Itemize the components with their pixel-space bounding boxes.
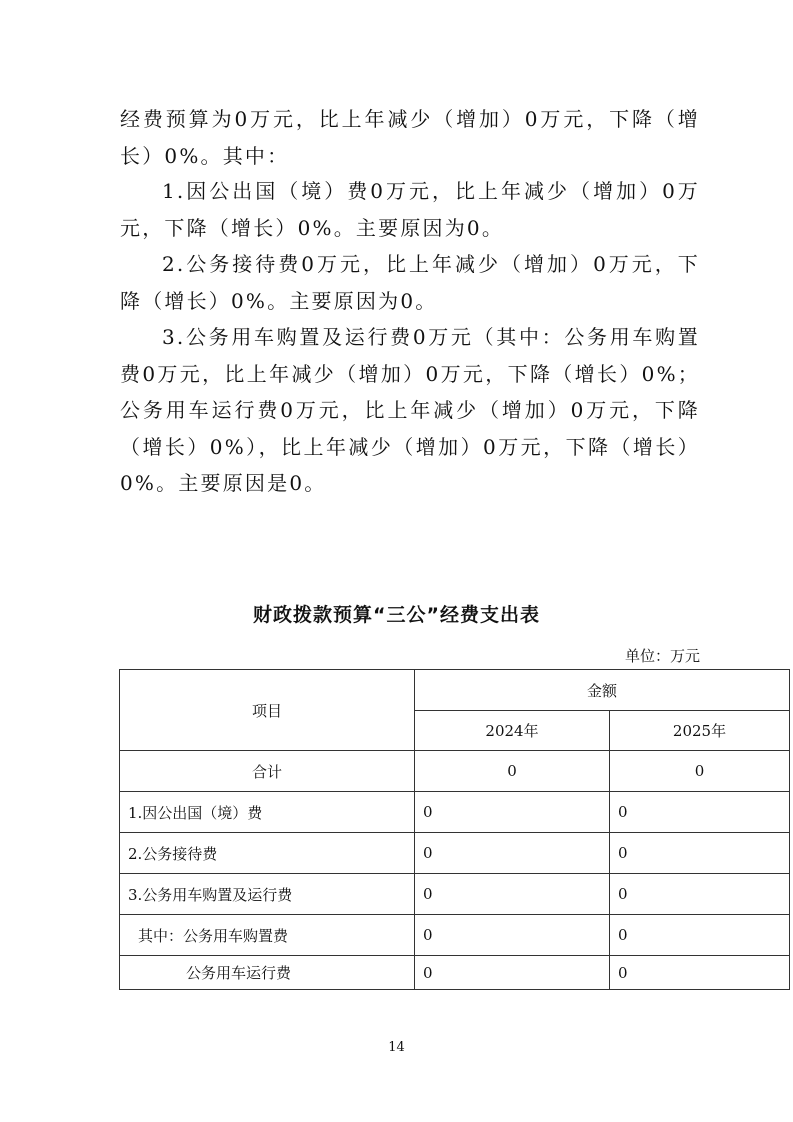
row-value-2025: 0	[610, 792, 790, 833]
table-row	[120, 792, 790, 833]
row-value-2025: 0	[610, 956, 790, 990]
row-label: 其中：公务用车购置费	[120, 915, 415, 956]
table-title: 财政拨款预算“三公”经费支出表	[253, 604, 540, 626]
table-header-row	[120, 670, 790, 711]
table-row	[120, 956, 790, 990]
row-value-2025: 0	[610, 833, 790, 874]
table-row	[120, 915, 790, 956]
row-label: 合计	[120, 751, 415, 792]
row-value-2024: 0	[415, 874, 610, 915]
table-row	[120, 833, 790, 874]
row-value-2024: 0	[415, 751, 610, 792]
row-label: 公务用车运行费	[120, 956, 415, 990]
row-value-2024: 0	[415, 792, 610, 833]
row-value-2024: 0	[415, 956, 610, 990]
header-item: 项目	[120, 670, 415, 751]
row-label: 3.公务用车购置及运行费	[120, 874, 415, 915]
paragraph-overseas-travel: 1.因公出国（境）费0万元，比上年减少（增加）0万元，下降（增长）0%。主要原因为0。	[120, 179, 700, 240]
header-year-2024: 2024年	[415, 711, 610, 751]
paragraph-intro-continuation: 经费预算为0万元，比上年减少（增加）0万元，下降（增长）0%。其中：	[120, 107, 700, 168]
three-public-expenses-table	[119, 669, 790, 990]
row-value-2024: 0	[415, 833, 610, 874]
row-value-2025: 0	[610, 915, 790, 956]
row-label: 2.公务接待费	[120, 833, 415, 874]
table-row-total	[120, 751, 790, 792]
page-number: 14	[388, 1040, 405, 1055]
header-year-2025: 2025年	[610, 711, 790, 751]
header-amount: 金额	[415, 670, 790, 711]
row-value-2024: 0	[415, 915, 610, 956]
table-row	[120, 874, 790, 915]
row-value-2025: 0	[610, 751, 790, 792]
row-label: 1.因公出国（境）费	[120, 792, 415, 833]
paragraph-reception: 2.公务接待费0万元，比上年减少（增加）0万元，下降（增长）0%。主要原因为0。	[120, 252, 700, 313]
paragraph-vehicles: 3.公务用车购置及运行费0万元（其中：公务用车购置费0万元，比上年减少（增加）0万元，下降（增长）0%；公务用车运行费0万元，比上年减少（增加）0万元，下降（增长）0%），比上年减少（增加）0万元，下降（增长）0%。主要原因是0。	[120, 325, 700, 495]
row-value-2025: 0	[610, 874, 790, 915]
table-unit: 单位：万元	[624, 647, 700, 665]
